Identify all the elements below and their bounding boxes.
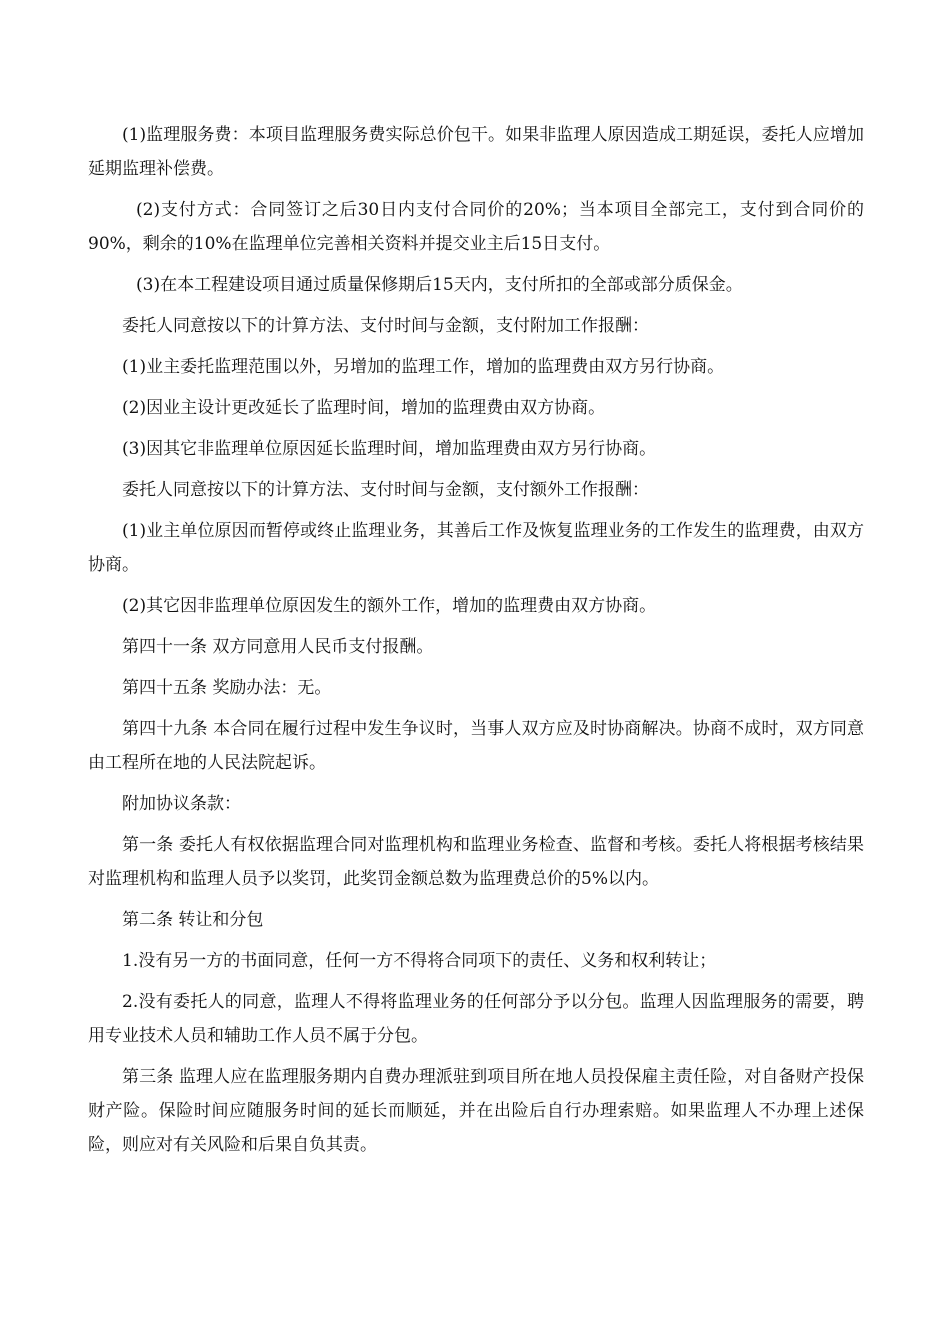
paragraph-extra-work-intro: 委托人同意按以下的计算方法、支付时间与金额，支付额外工作报酬：: [122, 480, 649, 500]
paragraph-additional-work-2: (2)因业主设计更改延长了监理时间，增加的监理费由双方协商。: [122, 398, 606, 418]
paragraph-article-45: 第四十五条 奖励办法：无。: [122, 678, 332, 698]
paragraph-supervision-fee: (1)监理服务费：本项目监理服务费实际总价包干。如果非监理人原因造成工期延误，委托人应增加延期监理补偿费。: [88, 125, 864, 179]
paragraph-warranty-deposit: (3)在本工程建设项目通过质量保修期后15天内，支付所扣的全部或部分质保金。: [136, 275, 743, 295]
paragraph-transfer-rule-1: 1.没有另一方的书面同意，任何一方不得将合同项下的责任、义务和权利转让；: [122, 951, 717, 971]
paragraph-transfer-rule-2: 2.没有委托人的同意，监理人不得将监理业务的任何部分予以分包。监理人因监理服务的需要，聘用专业技术人员和辅助工作人员不属于分包。: [88, 992, 864, 1046]
paragraph-article-41: 第四十一条 双方同意用人民币支付报酬。: [122, 637, 434, 657]
paragraph-payment-method: (2)支付方式：合同签订之后30日内支付合同价的20%；当本项目全部完工，支付到合同价的90%，剩余的10%在监理单位完善相关资料并提交业主后15日支付。: [88, 200, 864, 254]
paragraph-supplementary-article-1: 第一条 委托人有权依据监理合同对监理机构和监理业务检查、监督和考核。委托人将根据考核结果对监理机构和监理人员予以奖罚，此奖罚金额总数为监理费总价的5%以内。: [88, 835, 864, 889]
paragraph-article-49: 第四十九条 本合同在履行过程中发生争议时，当事人双方应及时协商解决。协商不成时，双方同意由工程所在地的人民法院起诉。: [88, 719, 864, 773]
paragraph-additional-work-intro: 委托人同意按以下的计算方法、支付时间与金额，支付附加工作报酬：: [122, 316, 649, 336]
document-body: [88, 118, 864, 1169]
paragraph-supplementary-article-2: 第二条 转让和分包: [122, 910, 264, 930]
paragraph-supplementary-article-3: 第三条 监理人应在监理服务期内自费办理派驻到项目所在地人员投保雇主责任险，对自备财产投保财产险。保险时间应随服务时间的延长而顺延，并在出险后自行办理索赔。如果监理人不办理上述保险，则应对有关风险和后果自负其责。: [88, 1067, 864, 1155]
paragraph-additional-work-1: (1)业主委托监理范围以外，另增加的监理工作，增加的监理费由双方另行协商。: [122, 357, 725, 377]
paragraph-additional-work-3: (3)因其它非监理单位原因延长监理时间，增加监理费由双方另行协商。: [122, 439, 657, 459]
paragraph-extra-work-1: (1)业主单位原因而暂停或终止监理业务，其善后工作及恢复监理业务的工作发生的监理费，由双方协商。: [88, 521, 864, 575]
paragraph-supplementary-heading: 附加协议条款：: [122, 794, 241, 814]
paragraph-extra-work-2: (2)其它因非监理单位原因发生的额外工作，增加的监理费由双方协商。: [122, 596, 657, 616]
